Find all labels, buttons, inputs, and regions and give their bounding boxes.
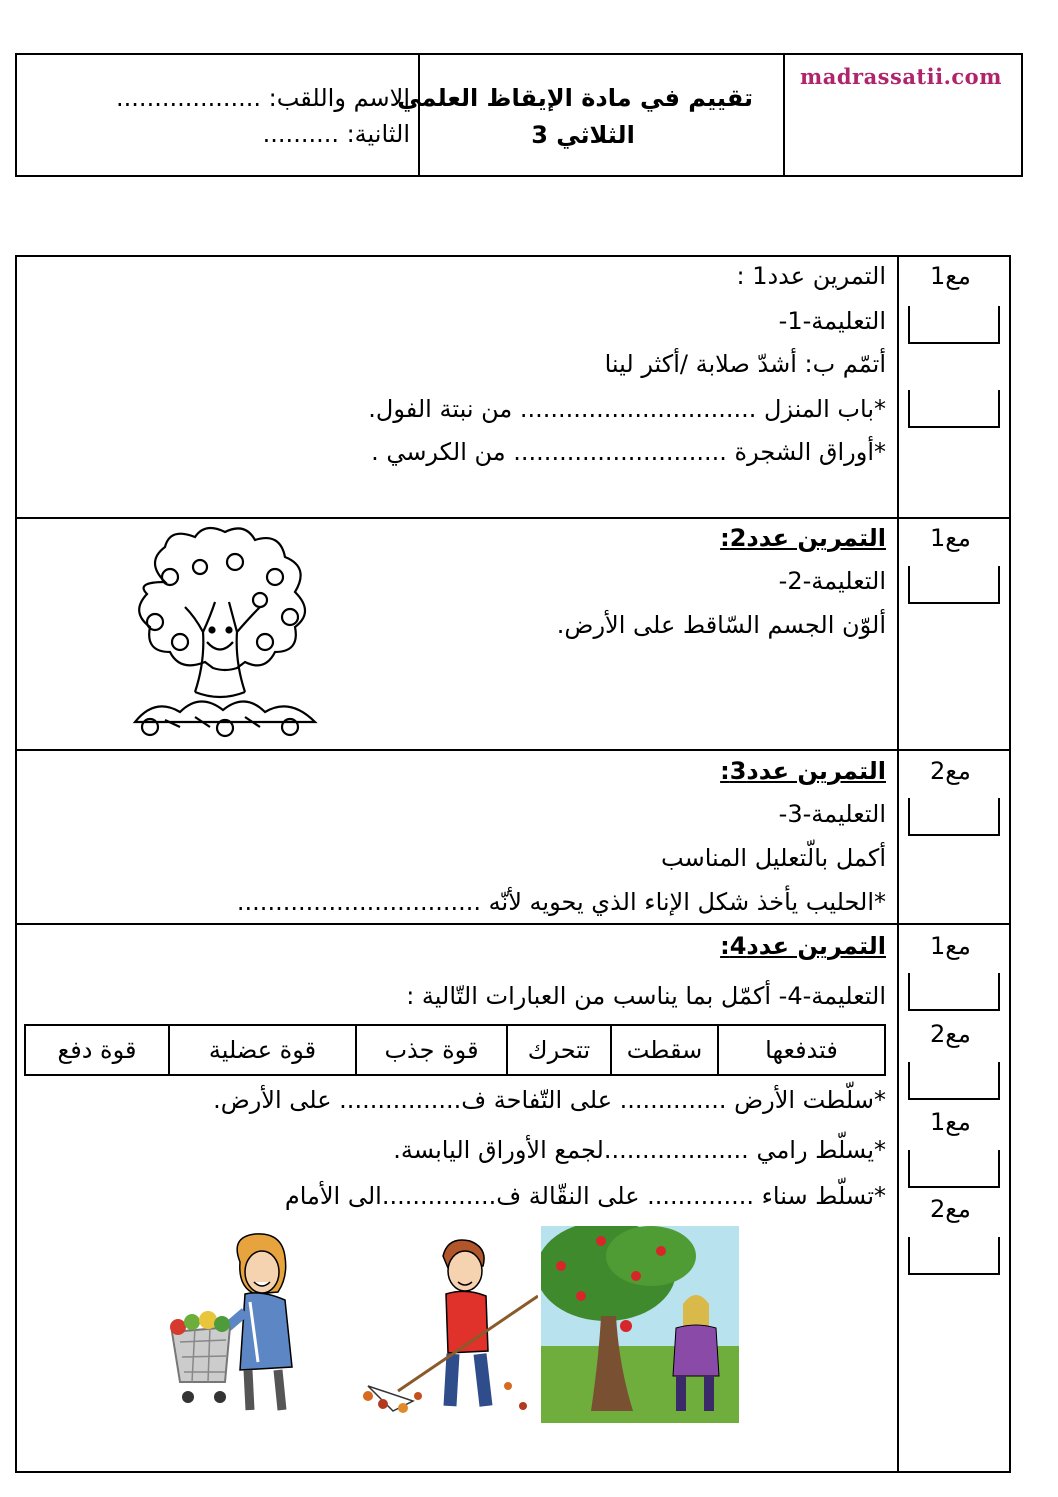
question-line: *يسلّط رامي ...................لجمع الأوراق اليابسة. [393,1136,886,1164]
header-divider [418,55,420,175]
newton-apple-tree-illustration [541,1226,739,1423]
score-box [908,798,1000,836]
score-box [908,566,1000,604]
instruction-text: التعليمة-4- أكمّل بما يناسب من العبارات التّالية : [406,982,886,1010]
option-cell: قوة عضلية [168,1026,355,1074]
page-subtitle: الثلاثي 3 [531,121,635,149]
score-box [908,390,1000,428]
page-title: تقييم في مادة الإيقاظ العلمي [397,84,753,112]
score-box [908,1237,1000,1275]
exercise-title: التمرين عدد2: [720,524,886,552]
criteria-column-divider [897,257,899,1471]
row-divider [17,517,1009,519]
row-divider [17,923,1009,925]
instruction-label: التعليمة-3- [778,800,886,828]
option-cell: قوة جذب [355,1026,506,1074]
criterion-label: مع1 [930,932,971,960]
option-cell: تتحرك [506,1026,610,1074]
instruction-text: ألوّن الجسم السّاقط على الأرض. [556,611,886,639]
name-field: الاسم واللقب: ................... [116,84,410,112]
question-line: *باب المنزل ............................... من نبتة الفول. [368,395,886,423]
question-line: *أوراق الشجرة ............................ من الكرسي . [371,438,886,466]
options-table [24,1024,886,1076]
criterion-label: مع1 [930,524,971,552]
criterion-label: مع2 [930,757,971,785]
boy-raking-leaves-illustration [358,1236,538,1418]
row-divider [17,749,1009,751]
question-line: *الحليب يأخذ شكل الإناء الذي يحويه لأنّه ................................ [236,888,886,916]
score-box [908,306,1000,344]
score-box [908,973,1000,1011]
question-line: *سلّطت الأرض .............. على التّفاحة ف................ على الأرض. [213,1086,886,1114]
question-line: *تسلّط سناء .............. على النقّالة ف...............الى الأمام [284,1182,886,1210]
header-divider [783,55,785,175]
criterion-label: مع2 [930,1195,971,1223]
exercise-title: التمرين عدد3: [720,757,886,785]
class-field: الثانية: .......... [262,120,410,148]
criterion-label: مع1 [930,1108,971,1136]
score-box [908,1150,1000,1188]
instruction-label: التعليمة-1- [778,307,886,335]
option-cell: فتدفعها [717,1026,884,1074]
site-logo: madrassatii.com [800,64,1002,89]
option-cell: سقطت [610,1026,717,1074]
instruction-text: أتمّم ب: أشدّ صلابة /أكثر لينا [604,350,886,378]
shopping-cart-woman-illustration [170,1232,300,1422]
score-box [908,1062,1000,1100]
criterion-label: مع2 [930,1020,971,1048]
instruction-text: أكمل بالّتعليل المناسب [661,844,886,872]
option-cell: قوة دفع [57,1036,137,1064]
exercise-title: التمرين عدد4: [720,932,886,960]
instruction-label: التعليمة-2- [778,567,886,595]
exercise-title: التمرين عدد1 : [736,262,886,290]
criterion-label: مع1 [930,262,971,290]
apple-tree-illustration [125,522,321,738]
